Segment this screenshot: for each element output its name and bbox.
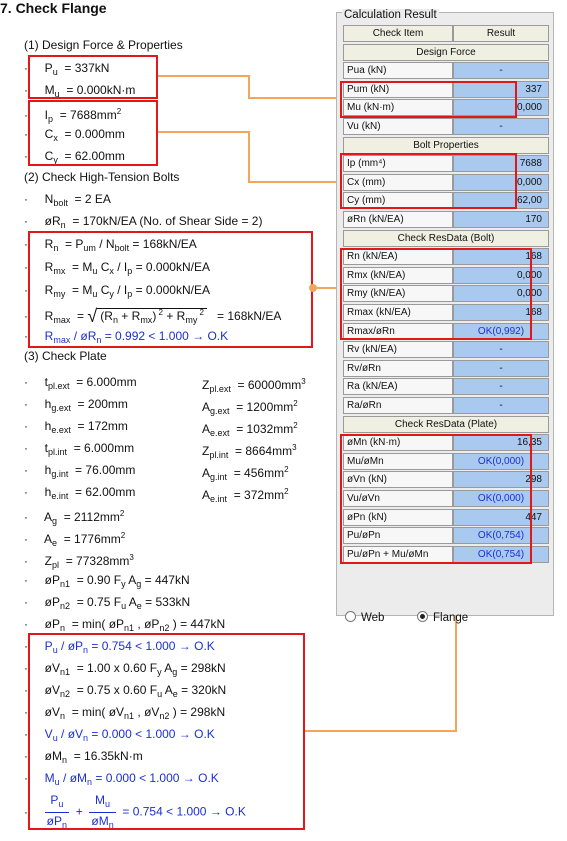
- result-value: 447: [453, 509, 549, 526]
- result-item: Pu/øPn: [343, 527, 453, 544]
- section-row: [343, 44, 549, 61]
- panel-force-highlight: [340, 81, 517, 118]
- radio-flange[interactable]: Flange: [417, 611, 468, 624]
- section-header: Design Force: [343, 44, 549, 61]
- props-highlight-box: [28, 100, 158, 166]
- panel-plate-highlight: [340, 434, 532, 564]
- result-item: Ra (kN/EA): [343, 378, 453, 395]
- result-item: Ra/øRn: [343, 397, 453, 414]
- plate-prop-left: · $h_{g.ext} = 200mm$: [24, 397, 128, 413]
- result-item: Cx (mm): [343, 174, 453, 191]
- result-row: [343, 211, 549, 228]
- result-item: Pu/øPn + Mu/øMn: [343, 546, 453, 563]
- result-item: Mu/øMn: [343, 453, 453, 470]
- result-row: [343, 397, 549, 414]
- result-value: 16,35: [453, 434, 549, 451]
- ag-line: · $A_g = 2112mm^2$: [24, 509, 125, 526]
- section-bolts: (2) Check High-Tension Bolts: [24, 170, 180, 184]
- panel-props-highlight: [340, 153, 517, 209]
- mu-line: · $M_u = 0.000kN\cdot m$: [24, 83, 136, 99]
- result-item: øPn (kN): [343, 509, 453, 526]
- result-item: Vu (kN): [343, 118, 453, 135]
- result-item: Rmy (kN/EA): [343, 285, 453, 302]
- cy-line: · $C_y = 62.00mm$: [24, 149, 125, 165]
- plate-prop-right: $A_{e.ext} = 1032mm^2$: [202, 421, 298, 438]
- combined-ratio-line: · $\frac{P_u}{øP_n}$ + $\frac{M_u}{øM_n}$ = 0.754 < 1.000 → O.K: [24, 792, 246, 833]
- opn1-line: · $øP_{n1} = 0.90$ $F_y$ $A_g = 447kN$: [24, 573, 190, 589]
- panel-bolt-highlight: [340, 248, 532, 340]
- result-item: øRn (kN/EA): [343, 211, 453, 228]
- ovn1-line: · $øV_{n1} = 1.00$ x 0.60 $F_y$ $A_g = 298kN$: [24, 661, 226, 677]
- result-value: -: [453, 341, 549, 358]
- result-row: [343, 341, 549, 358]
- bolt-check-highlight-box: [28, 231, 313, 348]
- result-item: Cy (mm): [343, 192, 453, 209]
- zpl-line: · $Z_{pl} = 77328mm^3$: [24, 553, 134, 570]
- panel-title: Calculation Result: [344, 9, 437, 21]
- vu-ratio-line: · $V_u$ / $øV_n = 0.000 < 1.000 \to O.K$: [24, 727, 215, 743]
- result-value: -: [453, 62, 549, 79]
- result-item: Rn (kN/EA): [343, 248, 453, 265]
- result-row: [343, 118, 549, 135]
- orn-line: · $øR_n = 170kN/EA$ (No. of Shear Side = 2): [24, 214, 263, 230]
- result-item: Ip (mm⁴): [343, 155, 453, 172]
- pu-over-opn-fraction: $\frac{P_u}{øP_n}$: [46, 793, 68, 830]
- rmax-ratio-line: · $R_{max}$ / $øR_n = 0.992 < 1.000 \to O.K$: [24, 329, 229, 345]
- result-value: OK(0,000): [453, 453, 549, 470]
- section-header: Bolt Properties: [343, 137, 549, 154]
- ae-line: · $A_e = 1776mm^2$: [24, 531, 126, 548]
- result-value: 168: [453, 304, 549, 321]
- pu-line: · $P_u = 337kN$: [24, 61, 110, 77]
- opn2-line: · $øP_{n2} = 0.75$ $F_u$ $A_e = 533kN$: [24, 595, 191, 611]
- plate-prop-right: $Z_{pl.int} = 8664mm^3$: [202, 443, 297, 460]
- plate-prop-right: $A_{g.int} = 456mm^2$: [202, 465, 289, 482]
- section-design-force: (1) Design Force & Properties: [24, 38, 183, 52]
- result-value: -: [453, 397, 549, 414]
- connector-line: [248, 181, 338, 183]
- result-value: OK(0,754): [453, 527, 549, 544]
- plate-prop-right: $Z_{pl.ext} = 60000mm^3$: [202, 377, 306, 394]
- connector-line: [158, 131, 250, 133]
- connector-line: [305, 730, 457, 732]
- section-plate: (3) Check Plate: [24, 349, 107, 363]
- rmx-line: · $R_{mx} = M_u$ $C_x / I_p = 0.000kN/EA$: [24, 260, 210, 276]
- connector-line: [248, 75, 250, 99]
- ovn-line: · $øV_n = \min$( $øV_{n1}$ , $øV_{n2}$ ) = 298kN: [24, 705, 226, 721]
- section-header: Check ResData (Plate): [343, 416, 549, 433]
- ovn2-line: · $øV_{n2} = 0.75$ x 0.60 $F_u$ $A_e = 320kN$: [24, 683, 227, 699]
- result-item: øMn (kN·m): [343, 434, 453, 451]
- col-header-item: Check Item: [343, 25, 453, 42]
- result-item: Rv/øRn: [343, 360, 453, 377]
- rn-line: · $R_n = P_{um} / N_{bolt} = 168kN/EA$: [24, 237, 197, 253]
- radio-selected-icon[interactable]: [417, 611, 428, 622]
- radio-circle-icon[interactable]: [345, 611, 356, 622]
- force-highlight-box: [28, 55, 158, 99]
- plate-check-highlight-box: [28, 633, 305, 830]
- plate-prop-left: · $h_{e.int} = 62.00mm$: [24, 485, 136, 501]
- result-item: Pua (kN): [343, 62, 453, 79]
- ip-line: · $I_p = 7688mm^2$: [24, 107, 122, 124]
- connector-line: [158, 75, 250, 77]
- mu-ratio-line: · $M_u$ / $øM_n = 0.000 < 1.000 \to O.K$: [24, 771, 219, 787]
- plate-prop-left: · $h_{g.int} = 76.00mm$: [24, 463, 136, 479]
- result-item: Rmax (kN/EA): [343, 304, 453, 321]
- result-value: 0,000: [453, 99, 549, 116]
- grid-header-row: [343, 25, 549, 42]
- result-row: [343, 378, 549, 395]
- plate-prop-right: $A_{e.int} = 372mm^2$: [202, 487, 289, 504]
- result-value: OK(0,754): [453, 546, 549, 563]
- result-value: 168: [453, 248, 549, 265]
- result-row: [343, 62, 549, 79]
- plate-prop-right: $A_{g.ext} = 1200mm^2$: [202, 399, 298, 416]
- result-item: Mu (kN·m): [343, 99, 453, 116]
- result-item: øVn (kN): [343, 471, 453, 488]
- result-item: Pum (kN): [343, 81, 453, 98]
- result-value: 0,000: [453, 267, 549, 284]
- result-value: 7688: [453, 155, 549, 172]
- mu-over-omn-fraction: $\frac{M_u}{øM_n}$: [91, 793, 114, 830]
- result-value: OK(0,000): [453, 490, 549, 507]
- pu-ratio-line: · $P_u$ / $øP_n = 0.754 < 1.000 \to O.K$: [24, 639, 215, 655]
- plate-prop-left: · $t_{pl.ext} = 6.000mm$: [24, 375, 137, 391]
- page-title: 7. Check Flange: [0, 0, 107, 16]
- cx-line: · $C_x = 0.000mm$: [24, 127, 125, 143]
- result-value: 298: [453, 471, 549, 488]
- result-item: Rmax/øRn: [343, 323, 453, 340]
- result-item: Rv (kN/EA): [343, 341, 453, 358]
- result-row: [343, 360, 549, 377]
- radio-web[interactable]: Web: [345, 611, 384, 624]
- connector-line: [248, 131, 250, 183]
- col-header-result: Result: [453, 25, 549, 42]
- section-row: [343, 416, 549, 433]
- result-value: -: [453, 378, 549, 395]
- section-row: [343, 137, 549, 154]
- result-item: Rmx (kN/EA): [343, 267, 453, 284]
- result-value: 62,00: [453, 192, 549, 209]
- connector-line: [248, 97, 338, 99]
- result-value: -: [453, 360, 549, 377]
- result-value: 0,000: [453, 285, 549, 302]
- connector-dot: [309, 284, 317, 292]
- omn-line: · $øM_n = 16.35kN\cdot m$: [24, 749, 143, 765]
- result-value: 170: [453, 211, 549, 228]
- result-value: OK(0,992): [453, 323, 549, 340]
- opn-line: · $øP_n = \min$( $øP_{n1}$ , $øP_{n2}$ ) = 447kN: [24, 617, 226, 633]
- rmy-line: · $R_{my} = M_u$ $C_y / I_p = 0.000kN/EA$: [24, 283, 210, 299]
- result-value: 337: [453, 81, 549, 98]
- nbolt-line: · $N_{bolt} = 2$ EA: [24, 192, 111, 208]
- result-item: Vu/øVn: [343, 490, 453, 507]
- section-header: Check ResData (Bolt): [343, 230, 549, 247]
- section-row: [343, 230, 549, 247]
- plate-prop-left: · $t_{pl.int} = 6.000mm$: [24, 441, 135, 457]
- result-value: 0,000: [453, 174, 549, 191]
- result-value: -: [453, 118, 549, 135]
- plate-prop-left: · $h_{e.ext} = 172mm$: [24, 419, 128, 435]
- rmax-line: · $R_{max}$ = √ $(R_n + R_{mx}) ^2 + R_{my}$ $^2$ = 168kN/EA: [24, 306, 282, 326]
